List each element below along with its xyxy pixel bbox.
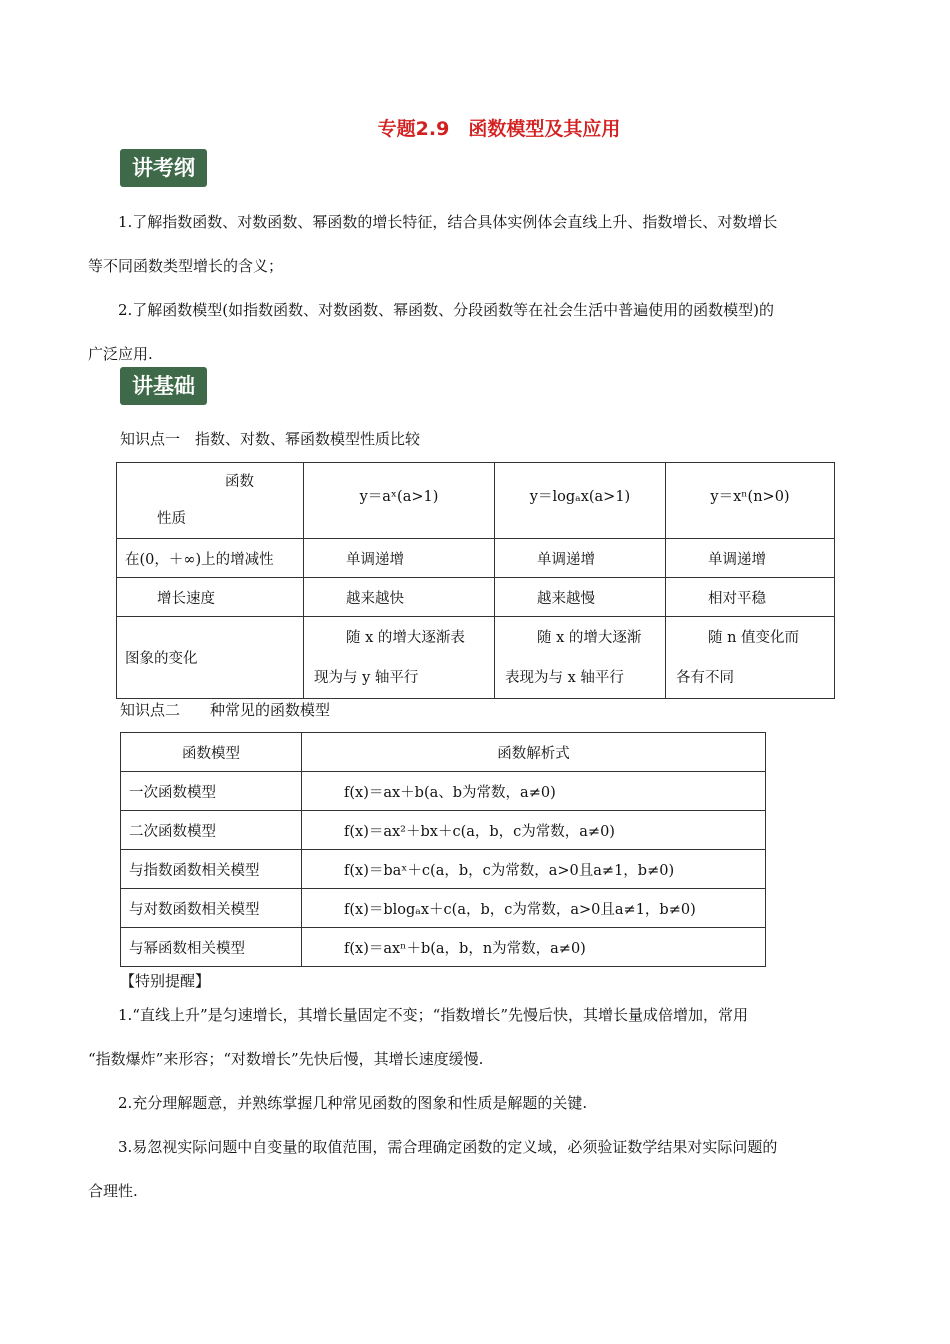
table-row: [121, 889, 766, 928]
outline-item-1-line-2: 等不同函数类型增长的含义；: [88, 257, 284, 275]
cell-line: 表现为与 x 轴平行: [505, 669, 624, 686]
model-formula: f(x)＝baˣ＋c(a，b，c为常数，a>0且a≠1，b≠0): [302, 850, 766, 889]
table-cell: [304, 617, 495, 699]
reminder-2: 2.充分理解题意，并熟练掌握几种常见函数的图象和性质是解题的关键.: [118, 1094, 588, 1112]
model-name: 与对数函数相关模型: [121, 889, 302, 928]
model-name: 与指数函数相关模型: [121, 850, 302, 889]
header-model: 函数模型: [121, 733, 302, 772]
reminder-3-line-2: 合理性.: [88, 1182, 138, 1200]
outline-item-2-line-1: 2.了解函数模型(如指数函数、对数函数、幂函数、分段函数等在社会生活中普遍使用的函数模型)的: [118, 301, 775, 319]
cell-line: 各有不同: [676, 669, 734, 686]
page-title: 专题2.9 函数模型及其应用: [377, 118, 621, 140]
model-name: 二次函数模型: [121, 811, 302, 850]
table-corner-cell: [117, 463, 304, 539]
outline-text: [88, 200, 858, 376]
section-badge-outline: 讲考纲: [120, 149, 207, 187]
row-label: 在(0，＋∞)上的增减性: [117, 539, 304, 578]
knowledge-point-1-title: 知识点一 指数、对数、幂函数模型性质比较: [120, 430, 421, 448]
cell-line: 随 x 的增大逐渐表: [346, 629, 465, 646]
table-row: [121, 850, 766, 889]
model-formula: f(x)＝ax＋b(a、b为常数，a≠0): [302, 772, 766, 811]
table-cell: 越来越慢: [495, 578, 666, 617]
cell-line: 现为与 y 轴平行: [314, 669, 419, 686]
table-cell: 单调递增: [495, 539, 666, 578]
function-models-table: [120, 732, 766, 967]
table-row: [121, 772, 766, 811]
comparison-table: [116, 462, 835, 699]
table-cell: 单调递增: [666, 539, 835, 578]
outline-item-1-line-1: 1.了解指数函数、对数函数、幂函数的增长特征，结合具体实例体会直线上升、指数增长、对数增长: [118, 213, 778, 231]
cell-line: 随 x 的增大逐渐: [537, 629, 642, 646]
corner-header-bottom: 性质: [157, 510, 186, 527]
table-header-row: [117, 463, 835, 539]
reminder-heading: 【特别提醒】: [120, 972, 211, 990]
reminder-3-line-1: 3.易忽视实际问题中自变量的取值范围，需合理确定函数的定义域，必须验证数学结果对实际问题的: [118, 1138, 778, 1156]
table-row: [117, 578, 835, 617]
knowledge-point-2-title: 知识点二 种常见的函数模型: [120, 701, 331, 719]
header-power: y＝xⁿ(n>0): [666, 463, 835, 539]
reminder-1-line-2: “指数爆炸”来形容；“对数增长”先快后慢，其增长速度缓慢.: [88, 1050, 484, 1068]
table-row: [117, 539, 835, 578]
table-header-row: [121, 733, 766, 772]
cell-line: 随 n 值变化而: [708, 629, 800, 646]
header-logarithmic: y＝logₐx(a>1): [495, 463, 666, 539]
model-formula: f(x)＝axⁿ＋b(a，b，n为常数，a≠0): [302, 928, 766, 967]
table-cell: 单调递增: [304, 539, 495, 578]
model-name: 与幂函数相关模型: [121, 928, 302, 967]
header-exponential: y＝aˣ(a>1): [304, 463, 495, 539]
table-cell: [666, 617, 835, 699]
table-cell: 越来越快: [304, 578, 495, 617]
outline-item-2-line-2: 广泛应用.: [88, 345, 153, 363]
table-row: [121, 811, 766, 850]
corner-header-top: 函数: [225, 473, 254, 490]
table-cell: [495, 617, 666, 699]
row-label: 增长速度: [117, 578, 304, 617]
model-formula: f(x)＝blogₐx＋c(a，b，c为常数，a>0且a≠1，b≠0): [302, 889, 766, 928]
model-name: 一次函数模型: [121, 772, 302, 811]
table-row: [121, 928, 766, 967]
header-formula: 函数解析式: [302, 733, 766, 772]
reminder-1-line-1: 1.“直线上升”是匀速增长，其增长量固定不变；“指数增长”先慢后快，其增长量成倍增加，常用: [118, 1006, 748, 1024]
model-formula: f(x)＝ax²＋bx＋c(a，b，c为常数，a≠0): [302, 811, 766, 850]
table-cell: 相对平稳: [666, 578, 835, 617]
section-badge-basics: 讲基础: [120, 367, 207, 405]
table-row: [117, 617, 835, 699]
reminder-text: [88, 993, 858, 1213]
row-label: 图象的变化: [117, 617, 304, 699]
